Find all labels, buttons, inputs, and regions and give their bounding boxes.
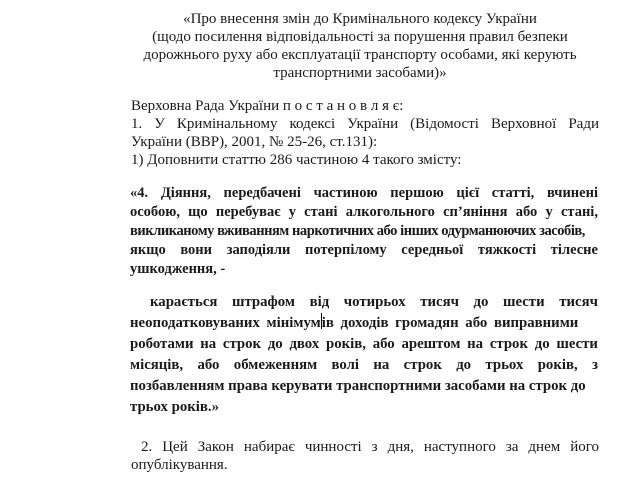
word: років, — [325, 336, 366, 352]
part-4-line-3 — [130, 222, 598, 241]
word: від — [309, 294, 330, 310]
word: років, — [537, 357, 578, 373]
item-1 — [131, 115, 599, 151]
word: сп’яніння — [443, 204, 508, 220]
word: карається — [150, 294, 218, 310]
word: тисяч — [420, 294, 459, 310]
preamble: Верховна Рада України п о с т а н о в л я є: — [131, 98, 404, 114]
word: двох — [289, 336, 320, 352]
word: заподіяли — [226, 242, 291, 258]
word: чотирьох — [343, 294, 406, 310]
word: до — [456, 357, 472, 373]
item-1-line-2: України (ВВР), 2001, № 25-26, ст.131): — [131, 134, 378, 150]
word: або — [515, 204, 538, 220]
word: шести — [556, 336, 598, 352]
word: стані, — [560, 204, 598, 220]
penalty-paragraph — [130, 292, 598, 418]
word: перебуває — [215, 204, 281, 220]
word: Діяння, — [160, 185, 211, 201]
penalty-line-4 — [130, 355, 598, 376]
subitem-1: 1) Доповнити статтю 286 частиною 4 такого змісту: — [131, 152, 462, 168]
word: до — [473, 294, 489, 310]
word: у — [288, 204, 296, 220]
word: першою — [390, 185, 444, 201]
word: штрафом — [231, 294, 295, 310]
word: вони — [180, 242, 213, 258]
word: шести — [503, 294, 545, 310]
word: тяжкості — [477, 242, 537, 258]
word: місяців, — [130, 357, 184, 373]
item-2-line-1: 2. Цей Закон набирає чинності з дня, наступного за днем його — [141, 439, 599, 455]
word: передбачені — [223, 185, 301, 201]
title-line-4: транспортними засобами)» — [273, 65, 447, 81]
title-line-1: «Про внесення змін до Кримінального кодексу України — [183, 11, 537, 27]
word: з — [592, 357, 598, 373]
penalty-line-1 — [130, 292, 598, 313]
part-4-line-1 — [130, 184, 598, 203]
word: тисяч — [559, 294, 598, 310]
word: до — [267, 336, 283, 352]
word: що — [188, 204, 208, 220]
word: трьох — [485, 357, 524, 373]
penalty-line-6-text: трьох років.» — [130, 399, 219, 415]
item-2 — [131, 438, 599, 474]
word: «4. — [130, 185, 149, 201]
word: строк — [489, 336, 528, 352]
penalty-line-6 — [130, 397, 598, 418]
penalty-line-5 — [130, 376, 598, 397]
title-line-3: дорожнього руху або експлуатації транспорту особами, які керують — [143, 47, 577, 63]
item-1-line-1: 1. У Кримінальному кодексі України (Відомості Верховної Ради — [131, 116, 599, 132]
word: частиною — [313, 185, 378, 201]
word: роботами — [130, 336, 194, 352]
part-4-line-4 — [130, 241, 598, 260]
word: до — [534, 336, 550, 352]
item-2-line-2: опублікування. — [131, 457, 228, 473]
word: на — [200, 336, 217, 352]
penalty-line-2 — [130, 313, 598, 334]
part-4-line-5-text: ушкодження, - — [130, 261, 226, 277]
penalty-line-2a: неоподатковуваних мінімум — [130, 315, 321, 331]
word: вчинені — [547, 185, 598, 201]
title-line-2: (щодо посилення відповідальності за порушення правил безпеки — [152, 29, 568, 45]
word: потерпілому — [305, 242, 387, 258]
penalty-line-5-text: позбавленням права керувати транспортними засобами на строк до — [130, 378, 586, 394]
word: особою, — [130, 204, 180, 220]
word: на — [467, 336, 484, 352]
penalty-line-3 — [130, 334, 598, 355]
word: цієї — [456, 185, 480, 201]
word: тілесне — [550, 242, 598, 258]
part-4-line-3-text: викликаному вживанням наркотичних або інших одурманюючих засобів, — [130, 223, 585, 239]
word: алкогольного — [345, 204, 435, 220]
penalty-line-2b: ів доходів громадян або виправними — [321, 315, 579, 331]
word: строк — [403, 357, 442, 373]
word: середньої — [401, 242, 464, 258]
part-4-line-2 — [130, 203, 598, 222]
word: арештом — [401, 336, 461, 352]
word: на — [373, 357, 390, 373]
word: стані — [304, 204, 338, 220]
word: обмеженням — [233, 357, 318, 373]
word: або — [372, 336, 395, 352]
word: якщо — [130, 242, 166, 258]
word: статті, — [491, 185, 535, 201]
word: строк — [222, 336, 262, 352]
part-4-paragraph — [130, 184, 598, 279]
word: волі — [331, 357, 360, 373]
law-title — [120, 10, 600, 82]
part-4-line-5 — [130, 260, 598, 279]
word: у — [545, 204, 553, 220]
word: або — [197, 357, 220, 373]
